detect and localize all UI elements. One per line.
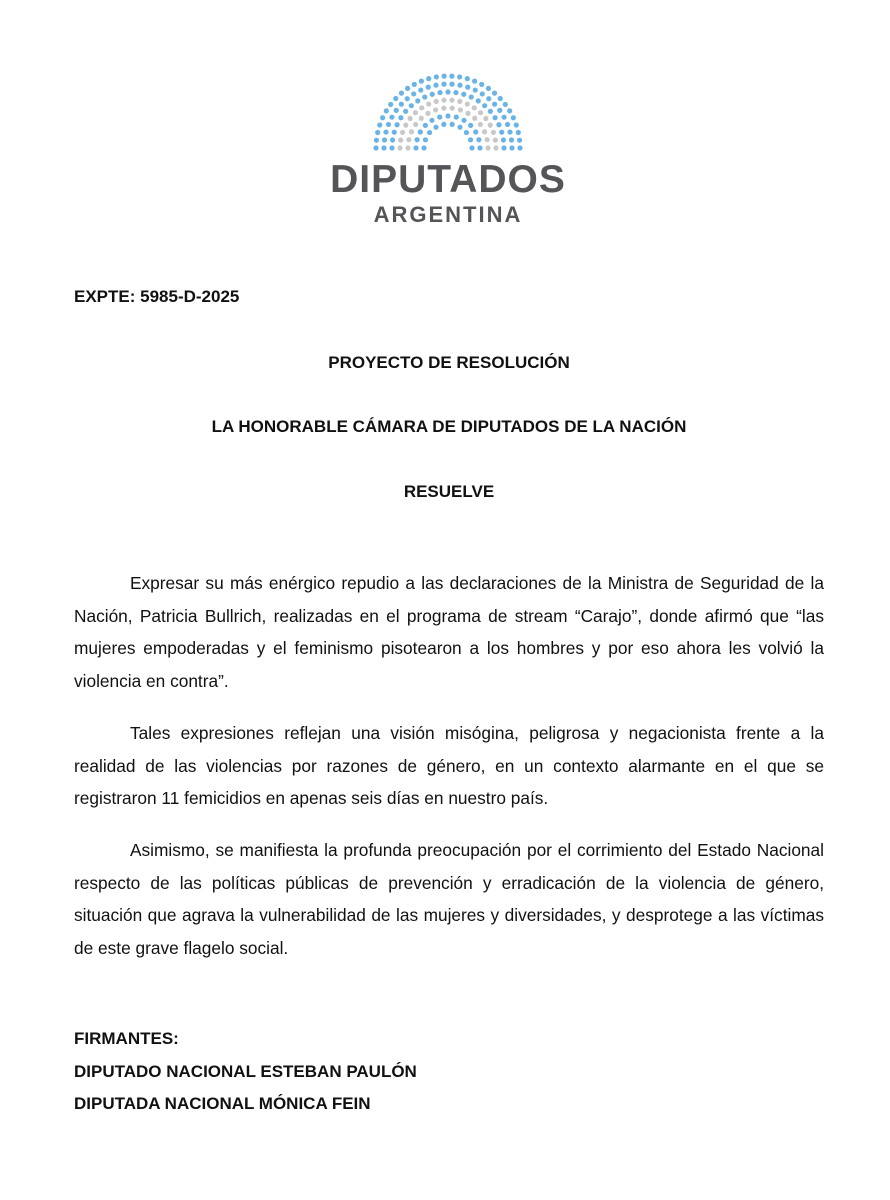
logo-seat-dot <box>418 87 423 92</box>
logo-seat-dot <box>409 129 414 134</box>
logo-seat-dot <box>501 137 506 142</box>
logo-seat-dot <box>433 107 438 112</box>
logo-seat-dot <box>437 90 442 95</box>
logo-seat-dot <box>433 125 438 130</box>
logo-seat-dot <box>453 90 458 95</box>
logo-seat-dot <box>496 122 501 127</box>
logo-seat-dot <box>384 108 389 113</box>
logo-seat-dot <box>398 115 403 120</box>
logo-seat-dot <box>472 105 477 110</box>
logo-seat-dot <box>400 130 405 135</box>
logo-seat-dot <box>433 83 438 88</box>
logo-seat-dot <box>405 145 410 150</box>
logo-seat-dot <box>478 110 483 115</box>
logo-seat-dot <box>476 98 481 103</box>
logo-seat-dot <box>423 137 428 142</box>
logo-seat-dot <box>473 129 478 134</box>
resolve-heading: RESUELVE <box>403 482 495 501</box>
logo-seat-dot <box>434 74 439 79</box>
paragraph-preocupacion: Asimismo, se manifiesta la profunda preocupación por el corrimiento del Estado Nacional respecto de las políticas públicas de prevención y erradicación de la violencia de género, situación que agrava la vulnerabilidad de las mujeres y diversidades, y desprotege a las víctimas de este grave flagelo social. <box>74 840 824 958</box>
logo-seat-dot <box>505 122 510 127</box>
logo-seat-dot <box>388 102 393 107</box>
logo-seat-dot <box>430 92 435 97</box>
logo-seat-dot <box>488 109 493 114</box>
logo-seat-dot <box>485 137 490 142</box>
logo-seat-dot <box>409 103 414 108</box>
logo-seat-dot <box>437 114 442 119</box>
logo-seat-dot <box>415 98 420 103</box>
logo-seat-dot <box>434 99 439 104</box>
logo-seat-dot <box>398 138 403 143</box>
logo-seat-dot <box>499 130 504 135</box>
logo-seat-dot <box>492 102 497 107</box>
logo-seat-dot <box>449 74 454 79</box>
logo-seat-dot <box>393 96 398 101</box>
logo-seat-dot <box>450 122 455 127</box>
logo-seat-dot <box>501 145 506 150</box>
logo-seat-dot <box>389 115 394 120</box>
logo-seat-dot <box>458 107 463 112</box>
logo-seat-dot <box>493 115 498 120</box>
logo-seat-dot <box>441 98 446 103</box>
logo-seat-dot <box>429 118 434 123</box>
logo-seat-dot <box>509 145 514 150</box>
logo-seat-dot <box>457 99 462 104</box>
logo-seat-dot <box>461 92 466 97</box>
logo-seat-dot <box>501 115 506 120</box>
signer-name: DIPUTADA NACIONAL MÓNICA FEIN <box>74 1094 371 1113</box>
logo-seat-dot <box>457 83 462 88</box>
logo-seat-dot <box>441 106 446 111</box>
logo-seat-dot <box>423 123 428 128</box>
logo-seat-dot <box>394 108 399 113</box>
logo-seat-dot <box>507 108 512 113</box>
logo-seat-dot <box>479 82 484 87</box>
logo-seat-dot <box>465 101 470 106</box>
logo-seat-dot <box>441 82 446 87</box>
logo-seat-dot <box>516 130 521 135</box>
logo-seat-dot <box>374 138 379 143</box>
logo-seat-dot <box>405 96 410 101</box>
logo-seat-dot <box>419 105 424 110</box>
logo-seat-dot <box>442 74 447 79</box>
logo-seat-dot <box>383 129 388 134</box>
logo-seat-dot <box>414 137 419 142</box>
logo-seat-dot <box>480 91 485 96</box>
logo-seat-dot <box>450 106 455 111</box>
logo-seat-dot <box>411 91 416 96</box>
logo-seat-dot <box>412 82 417 87</box>
logo-seat-dot <box>493 145 498 150</box>
logo-seat-dot <box>445 89 450 94</box>
logo-seat-dot <box>406 137 411 142</box>
logo-seat-dot <box>476 137 481 142</box>
logo-seat-dot <box>497 108 502 113</box>
logo-seat-dot <box>418 129 423 134</box>
logo-seat-dot <box>427 130 432 135</box>
logo-seat-dot <box>441 122 446 127</box>
signers-block <box>74 1023 417 1121</box>
logo-seat-dot <box>472 79 477 84</box>
logo-seat-dot <box>408 116 413 121</box>
paragraph-expresiones: Tales expresiones reflejan una visión misógina, peligrosa y negacionista frente a la realidad de las violencias por razones de género, en un contexto alarmante en el que se registraron 11 femicidios en apenas seis días en nuestro país. <box>74 723 824 808</box>
logo-seat-dot <box>517 138 522 143</box>
logo-seat-dot <box>464 130 469 135</box>
logo-seat-dot <box>485 145 490 150</box>
paragraph-repudio: Expresar su más enérgico repudio a las declaraciones de la Ministra de Seguridad de la Nación, Patricia Bullrich, realizadas en el programa de stream “Carajo”, donde afirmó que “las mujeres empoderadas y el feminismo pisotearon a los hombres y por eso ahora les volvió la violencia en contra”. <box>74 573 824 691</box>
logo-seat-dot <box>514 122 519 127</box>
logo-seat-dot <box>457 125 462 130</box>
logo-subtitle: ARGENTINA <box>373 202 523 227</box>
logo-seat-dot <box>425 111 430 116</box>
logo-seat-dot <box>469 94 474 99</box>
logo-seat-dot <box>399 91 404 96</box>
logo-seat-dot <box>413 145 418 150</box>
logo-seat-dot <box>445 113 450 118</box>
logo-seat-dot <box>483 116 488 121</box>
logo-seat-dot <box>482 103 487 108</box>
logo-seat-dot <box>426 101 431 106</box>
logo-seat-dot <box>498 96 503 101</box>
logo-seat-dot <box>477 145 482 150</box>
logo-seat-dot <box>390 137 395 142</box>
logo-seat-dot <box>517 145 522 150</box>
signer-name: DIPUTADO NACIONAL ESTEBAN PAULÓN <box>74 1061 417 1081</box>
logo-seat-dot <box>386 122 391 127</box>
logo-seat-dot <box>392 130 397 135</box>
logo-seat-dot <box>380 115 385 120</box>
document-type-title: PROYECTO DE RESOLUCIÓN <box>328 353 570 372</box>
logo-seat-dot <box>468 137 473 142</box>
logo-seat-dot <box>486 96 491 101</box>
logo-seat-dot <box>382 137 387 142</box>
logo-seat-dot <box>449 98 454 103</box>
logo-seat-dot <box>426 76 431 81</box>
logo-seat-dot <box>389 145 394 150</box>
logo-seat-dot <box>507 129 512 134</box>
logo-seat-dot <box>381 145 386 150</box>
logo-seat-dot <box>454 114 459 119</box>
logo-seat-dot <box>397 145 402 150</box>
logo-seat-dot <box>426 85 431 90</box>
logo-seat-dot <box>469 145 474 150</box>
diputados-logo <box>0 72 890 227</box>
logo-seat-dot <box>468 123 473 128</box>
logo-seat-dot <box>473 87 478 92</box>
logo-seat-dot <box>399 102 404 107</box>
logo-seat-dot <box>419 79 424 84</box>
logo-seat-dot <box>421 145 426 150</box>
logo-seat-dot <box>509 137 514 142</box>
logo-seat-dot <box>413 110 418 115</box>
logo-seat-dot <box>472 116 477 121</box>
logo-seat-dot <box>492 91 497 96</box>
logo-seat-dot <box>465 76 470 81</box>
logo-seat-dot <box>465 111 470 116</box>
logo-seat-dot <box>482 129 487 134</box>
logo-seat-dot <box>457 74 462 79</box>
logo-title: DIPUTADOS <box>330 158 566 201</box>
chamber-title: LA HONORABLE CÁMARA DE DIPUTADOS DE LA NACIÓN <box>211 417 687 436</box>
logo-seat-dot <box>488 123 493 128</box>
logo-seat-dot <box>373 145 378 150</box>
hemicycle-logo-icon <box>372 72 524 152</box>
logo-seat-dot <box>511 115 516 120</box>
logo-seat-dot <box>493 138 498 143</box>
logo-seat-dot <box>403 123 408 128</box>
logo-seat-dot <box>449 82 454 87</box>
logo-seat-dot <box>419 116 424 121</box>
logo-seat-dot <box>465 85 470 90</box>
logo-seat-dot <box>377 122 382 127</box>
logo-seat-dot <box>503 102 508 107</box>
logo-seat-dot <box>394 122 399 127</box>
signers-label: FIRMANTES: <box>74 1029 179 1048</box>
logo-seat-dot <box>405 86 410 91</box>
logo-seat-dot <box>413 122 418 127</box>
logo-seat-dot <box>375 130 380 135</box>
logo-seat-dot <box>461 118 466 123</box>
logo-seat-dot <box>486 86 491 91</box>
logo-seat-dot <box>422 94 427 99</box>
expediente-number: EXPTE: 5985-D-2025 <box>74 287 240 306</box>
logo-seat-dot <box>478 122 483 127</box>
logo-seat-dot <box>403 109 408 114</box>
logo-seat-dot <box>491 130 496 135</box>
